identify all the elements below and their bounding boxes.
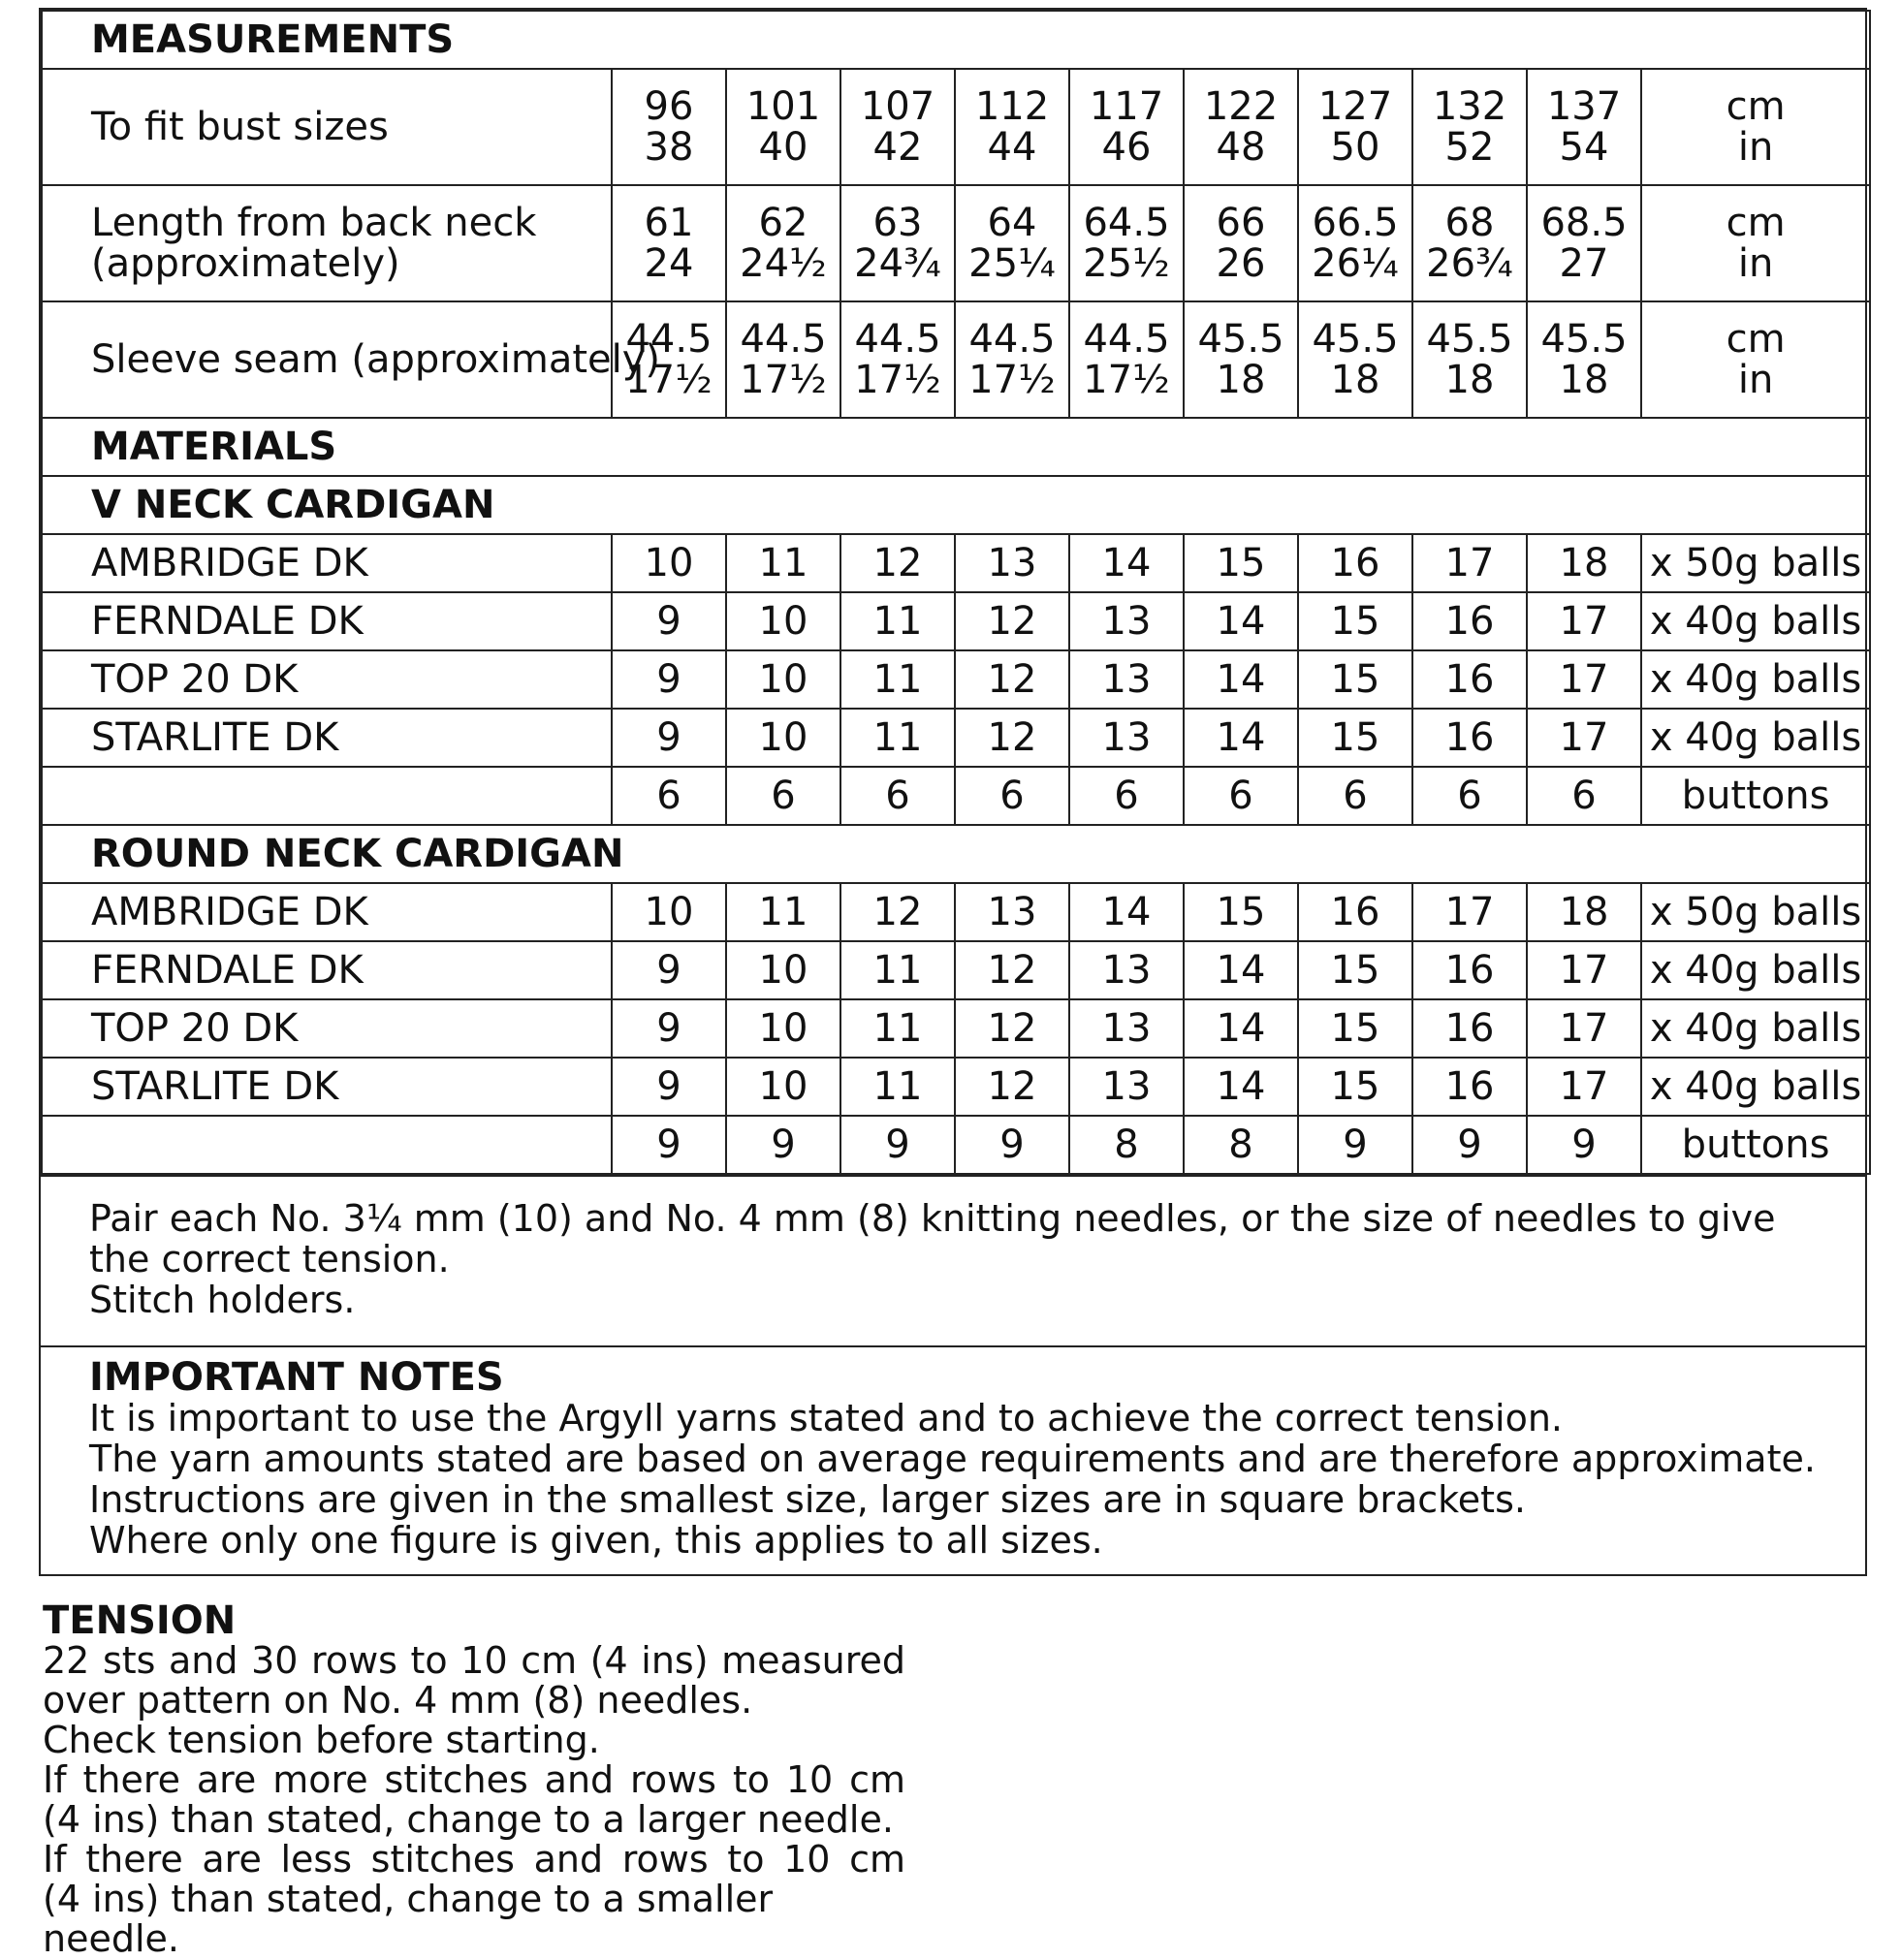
measurement-cell	[955, 185, 1069, 301]
measurement-cm-value: 44.5	[968, 317, 1056, 362]
measurement-in-value: 24	[644, 241, 694, 286]
quantity-cell: 14	[1184, 650, 1298, 709]
tension-line: If there are more stitches and rows to 10 cm	[43, 1758, 905, 1801]
measurement-label-line: To fit bust sizes	[91, 105, 389, 149]
measurement-cell	[726, 185, 840, 301]
measurement-cm-value: 68.5	[1540, 201, 1628, 245]
measurements-header: MEASUREMENTS	[42, 11, 1870, 69]
materials-row	[42, 534, 1870, 592]
quantity-cell: 13	[955, 883, 1069, 941]
quantity-cell: 12	[955, 1058, 1069, 1116]
measurement-row	[42, 301, 1870, 418]
quantity-cell: 15	[1184, 883, 1298, 941]
quantity-cell: 6	[726, 767, 840, 825]
measurement-unit	[1641, 185, 1870, 301]
quantity-cell: 15	[1184, 534, 1298, 592]
important-notes-section	[41, 1345, 1865, 1574]
quantity-cell: 10	[726, 650, 840, 709]
quantity-cell: 12	[955, 999, 1069, 1058]
quantity-cell: 11	[840, 941, 955, 999]
measurement-label-line: (approximately)	[91, 241, 400, 286]
quantity-cell: 9	[612, 999, 726, 1058]
measurement-cell	[612, 185, 726, 301]
quantity-cell: 11	[840, 592, 955, 650]
quantity-cell: 10	[726, 592, 840, 650]
quantity-cell: 17	[1527, 650, 1641, 709]
yarn-name: FERNDALE DK	[42, 941, 612, 999]
measurement-row	[42, 185, 1870, 301]
measurement-in-value: 17½	[854, 358, 941, 402]
measurement-cm-value: 137	[1546, 84, 1622, 129]
quantity-cell: 9	[612, 1116, 726, 1174]
measurement-in-value: 50	[1330, 125, 1380, 170]
yarn-name: TOP 20 DK	[42, 999, 612, 1058]
quantity-cell: 12	[955, 941, 1069, 999]
quantity-cell: 11	[840, 650, 955, 709]
quantity-cell: 13	[1069, 1058, 1184, 1116]
quantity-cell: 14	[1184, 592, 1298, 650]
quantity-unit: x 40g balls	[1641, 999, 1870, 1058]
measurement-cell	[612, 69, 726, 185]
yarn-name: TOP 20 DK	[42, 650, 612, 709]
measurement-cm-value: 44.5	[854, 317, 941, 362]
yarn-name: FERNDALE DK	[42, 592, 612, 650]
quantity-cell: 10	[726, 1058, 840, 1116]
quantity-cell: 16	[1298, 534, 1412, 592]
measurement-unit	[1641, 301, 1870, 418]
quantity-cell: 15	[1298, 941, 1412, 999]
materials-section-title: V NECK CARDIGAN	[42, 476, 1870, 534]
measurement-in-value: 48	[1216, 125, 1266, 170]
measurement-cell	[1184, 69, 1298, 185]
measurement-cm-value: 64.5	[1083, 201, 1170, 245]
measurement-cell	[1069, 185, 1184, 301]
measurement-in-value: 24¾	[854, 241, 941, 286]
tension-line: If there are less stitches and rows to 10 cm	[43, 1838, 905, 1881]
quantity-cell: 10	[726, 999, 840, 1058]
measurement-in-value: 26	[1216, 241, 1266, 286]
measurement-cell	[1298, 185, 1412, 301]
quantity-cell: 11	[840, 999, 955, 1058]
quantity-cell: 11	[726, 883, 840, 941]
quantity-cell: 9	[1412, 1116, 1527, 1174]
measurement-in-value: 24½	[740, 241, 827, 286]
measurement-cell	[726, 69, 840, 185]
measurement-row	[42, 69, 1870, 185]
quantity-cell: 6	[1527, 767, 1641, 825]
measurement-label	[42, 185, 612, 301]
measurement-label	[42, 69, 612, 185]
quantity-cell: 16	[1412, 650, 1527, 709]
quantity-cell: 9	[612, 941, 726, 999]
quantity-cell: 16	[1412, 999, 1527, 1058]
measurement-in-value: 17½	[740, 358, 827, 402]
measurement-in-value: 26¾	[1426, 241, 1513, 286]
measurement-cm-value: 45.5	[1197, 317, 1284, 362]
quantity-cell: 16	[1412, 1058, 1527, 1116]
quantity-cell: 15	[1298, 592, 1412, 650]
measurement-cell	[955, 301, 1069, 418]
quantity-cell: 16	[1412, 709, 1527, 767]
measurement-in-value: 17½	[625, 358, 713, 402]
quantity-cell: 15	[1298, 1058, 1412, 1116]
yarn-name	[42, 1116, 612, 1174]
measurement-cm-value: 107	[860, 84, 935, 129]
unit-cm: cm	[1726, 201, 1786, 245]
measurement-in-value: 52	[1444, 125, 1495, 170]
measurement-unit	[1641, 69, 1870, 185]
quantity-cell: 16	[1412, 592, 1527, 650]
measurement-cell	[1412, 301, 1527, 418]
quantity-cell: 15	[1298, 999, 1412, 1058]
quantity-cell: 6	[1412, 767, 1527, 825]
quantity-cell: 14	[1184, 999, 1298, 1058]
measurement-in-value: 17½	[1083, 358, 1170, 402]
measurement-cm-value: 117	[1089, 84, 1164, 129]
quantity-cell: 6	[955, 767, 1069, 825]
quantity-cell: 13	[1069, 650, 1184, 709]
measurement-label-line: Sleeve seam (approximately)	[91, 337, 661, 382]
important-note-line: The yarn amounts stated are based on average requirements and are therefore approximate.	[89, 1438, 1816, 1480]
quantity-cell: 12	[840, 883, 955, 941]
measurement-cell	[840, 69, 955, 185]
quantity-unit: x 50g balls	[1641, 534, 1870, 592]
measurement-cell	[1412, 185, 1527, 301]
materials-section-title: ROUND NECK CARDIGAN	[42, 825, 1870, 883]
quantity-unit: x 50g balls	[1641, 883, 1870, 941]
measurement-in-value: 18	[1444, 358, 1495, 402]
measurement-cm-value: 63	[872, 201, 923, 245]
quantity-cell: 17	[1527, 592, 1641, 650]
measurement-in-value: 42	[872, 125, 923, 170]
measurement-cell	[1184, 185, 1298, 301]
materials-row	[42, 1058, 1870, 1116]
materials-row	[42, 709, 1870, 767]
quantity-unit: x 40g balls	[1641, 592, 1870, 650]
quantity-cell: 11	[726, 534, 840, 592]
quantity-cell: 9	[1298, 1116, 1412, 1174]
measurement-cm-value: 62	[758, 201, 808, 245]
measurement-cm-value: 112	[974, 84, 1050, 129]
measurement-cell	[1298, 69, 1412, 185]
measurement-in-value: 18	[1559, 358, 1609, 402]
materials-row	[42, 941, 1870, 999]
quantity-cell: 9	[612, 1058, 726, 1116]
quantity-cell: 12	[955, 709, 1069, 767]
quantity-cell: 6	[612, 767, 726, 825]
measurement-cm-value: 44.5	[1083, 317, 1170, 362]
quantity-unit: x 40g balls	[1641, 1058, 1870, 1116]
measurement-in-value: 25¼	[968, 241, 1056, 286]
measurement-in-value: 38	[644, 125, 694, 170]
measurement-cell	[1527, 301, 1641, 418]
quantity-cell: 14	[1069, 883, 1184, 941]
measurement-cell	[955, 69, 1069, 185]
quantity-cell: 15	[1298, 650, 1412, 709]
quantity-cell: 6	[1184, 767, 1298, 825]
quantity-cell: 13	[1069, 592, 1184, 650]
measurement-in-value: 54	[1559, 125, 1609, 170]
quantity-cell: 9	[840, 1116, 955, 1174]
quantity-cell: 14	[1184, 1058, 1298, 1116]
quantity-cell: 14	[1069, 534, 1184, 592]
materials-header: MATERIALS	[42, 418, 1870, 476]
quantity-cell: 10	[612, 883, 726, 941]
measurement-cm-value: 122	[1203, 84, 1279, 129]
quantity-cell: 16	[1298, 883, 1412, 941]
measurement-cell	[726, 301, 840, 418]
quantity-cell: 13	[1069, 999, 1184, 1058]
quantity-cell: 17	[1412, 534, 1527, 592]
measurement-in-value: 44	[987, 125, 1037, 170]
quantity-cell: 6	[840, 767, 955, 825]
needles-section	[41, 1175, 1865, 1345]
quantity-cell: 12	[955, 592, 1069, 650]
measurement-cm-value: 64	[987, 201, 1037, 245]
yarn-name: STARLITE DK	[42, 1058, 612, 1116]
quantity-cell: 8	[1069, 1116, 1184, 1174]
quantity-cell: 9	[612, 650, 726, 709]
quantity-cell: 17	[1527, 1058, 1641, 1116]
quantity-cell: 17	[1527, 999, 1641, 1058]
quantity-cell: 6	[1069, 767, 1184, 825]
unit-cm: cm	[1726, 317, 1786, 362]
measurement-cell	[840, 301, 955, 418]
quantity-cell: 11	[840, 1058, 955, 1116]
quantity-cell: 12	[840, 534, 955, 592]
quantity-cell: 13	[1069, 941, 1184, 999]
materials-row	[42, 1116, 1870, 1174]
quantity-cell: 11	[840, 709, 955, 767]
unit-in: in	[1737, 358, 1774, 402]
measurement-cm-value: 45.5	[1540, 317, 1628, 362]
yarn-name: STARLITE DK	[42, 709, 612, 767]
quantity-cell: 17	[1527, 941, 1641, 999]
measurement-in-value: 27	[1559, 241, 1609, 286]
measurement-cell	[1412, 69, 1527, 185]
measurement-in-value: 18	[1330, 358, 1380, 402]
measurement-in-value: 17½	[968, 358, 1056, 402]
quantity-cell: 6	[1298, 767, 1412, 825]
quantity-unit: buttons	[1641, 767, 1870, 825]
quantity-cell: 9	[612, 592, 726, 650]
quantity-cell: 17	[1412, 883, 1527, 941]
quantity-cell: 18	[1527, 534, 1641, 592]
materials-row	[42, 650, 1870, 709]
measurement-cm-value: 61	[644, 201, 694, 245]
tension-line: Check tension before starting.	[43, 1719, 600, 1761]
quantity-cell: 8	[1184, 1116, 1298, 1174]
quantity-cell: 18	[1527, 883, 1641, 941]
tension-line: 22 sts and 30 rows to 10 cm (4 ins) measured	[43, 1639, 905, 1682]
quantity-unit: x 40g balls	[1641, 941, 1870, 999]
measurement-cm-value: 45.5	[1312, 317, 1399, 362]
quantity-cell: 15	[1298, 709, 1412, 767]
important-note-line: It is important to use the Argyll yarns stated and to achieve the correct tension.	[89, 1397, 1563, 1439]
quantity-cell: 14	[1184, 709, 1298, 767]
quantity-cell: 13	[1069, 709, 1184, 767]
measurement-cell	[1069, 301, 1184, 418]
yarn-name: AMBRIDGE DK	[42, 534, 612, 592]
measurement-in-value: 25½	[1083, 241, 1170, 286]
quantity-cell: 9	[1527, 1116, 1641, 1174]
materials-row	[42, 592, 1870, 650]
quantity-unit: buttons	[1641, 1116, 1870, 1174]
measurement-cm-value: 45.5	[1426, 317, 1513, 362]
materials-row	[42, 883, 1870, 941]
quantity-cell: 14	[1184, 941, 1298, 999]
quantity-unit: x 40g balls	[1641, 650, 1870, 709]
tension-title: TENSION	[43, 1598, 237, 1643]
materials-row	[42, 999, 1870, 1058]
quantity-cell: 10	[612, 534, 726, 592]
measurement-cm-value: 127	[1317, 84, 1393, 129]
yarn-name: AMBRIDGE DK	[42, 883, 612, 941]
tension-section	[43, 1598, 905, 1960]
measurement-cell	[1527, 69, 1641, 185]
measurement-cm-value: 101	[745, 84, 821, 129]
needles-text: Pair each No. 3¼ mm (10) and No. 4 mm (8) knitting needles, or the size of needles to give the correct tension.	[89, 1197, 1776, 1280]
important-note-line: Instructions are given in the smallest size, larger sizes are in square brackets.	[89, 1478, 1526, 1521]
quantity-cell: 9	[612, 709, 726, 767]
quantity-cell: 9	[955, 1116, 1069, 1174]
measurement-cell	[1069, 69, 1184, 185]
measurement-cm-value: 66.5	[1312, 201, 1399, 245]
quantity-cell: 10	[726, 941, 840, 999]
tension-line: over pattern on No. 4 mm (8) needles.	[43, 1679, 753, 1722]
measurement-cm-value: 44.5	[625, 317, 713, 362]
pattern-spec-box	[39, 8, 1867, 1576]
measurement-label-line: Length from back neck	[91, 201, 537, 245]
measurement-in-value: 46	[1101, 125, 1152, 170]
important-note-line: Where only one figure is given, this applies to all sizes.	[89, 1519, 1103, 1562]
unit-in: in	[1737, 125, 1774, 170]
quantity-cell: 17	[1527, 709, 1641, 767]
measurement-cm-value: 132	[1432, 84, 1507, 129]
tension-line: (4 ins) than stated, change to a larger needle.	[43, 1798, 894, 1841]
stitch-holders-text: Stitch holders.	[89, 1279, 356, 1321]
measurement-cm-value: 68	[1444, 201, 1495, 245]
quantity-unit: x 40g balls	[1641, 709, 1870, 767]
measurement-cell	[1527, 185, 1641, 301]
unit-in: in	[1737, 241, 1774, 286]
materials-row	[42, 767, 1870, 825]
quantity-cell: 13	[955, 534, 1069, 592]
measurement-cell	[612, 301, 726, 418]
measurement-cell	[1184, 301, 1298, 418]
quantity-cell: 12	[955, 650, 1069, 709]
measurement-cm-value: 44.5	[740, 317, 827, 362]
measurement-cm-value: 66	[1216, 201, 1266, 245]
yarn-name	[42, 767, 612, 825]
measurement-cell	[1298, 301, 1412, 418]
tension-line: (4 ins) than stated, change to a smaller needle.	[43, 1878, 774, 1960]
measurement-label	[42, 301, 661, 418]
measurement-cell	[840, 185, 955, 301]
measurement-cm-value: 96	[644, 84, 694, 129]
unit-cm: cm	[1726, 84, 1786, 129]
spec-table	[41, 10, 1871, 1175]
measurement-in-value: 18	[1216, 358, 1266, 402]
quantity-cell: 9	[726, 1116, 840, 1174]
measurement-in-value: 26¼	[1312, 241, 1399, 286]
quantity-cell: 16	[1412, 941, 1527, 999]
quantity-cell: 10	[726, 709, 840, 767]
measurement-in-value: 40	[758, 125, 808, 170]
important-notes-title: IMPORTANT NOTES	[89, 1355, 504, 1400]
